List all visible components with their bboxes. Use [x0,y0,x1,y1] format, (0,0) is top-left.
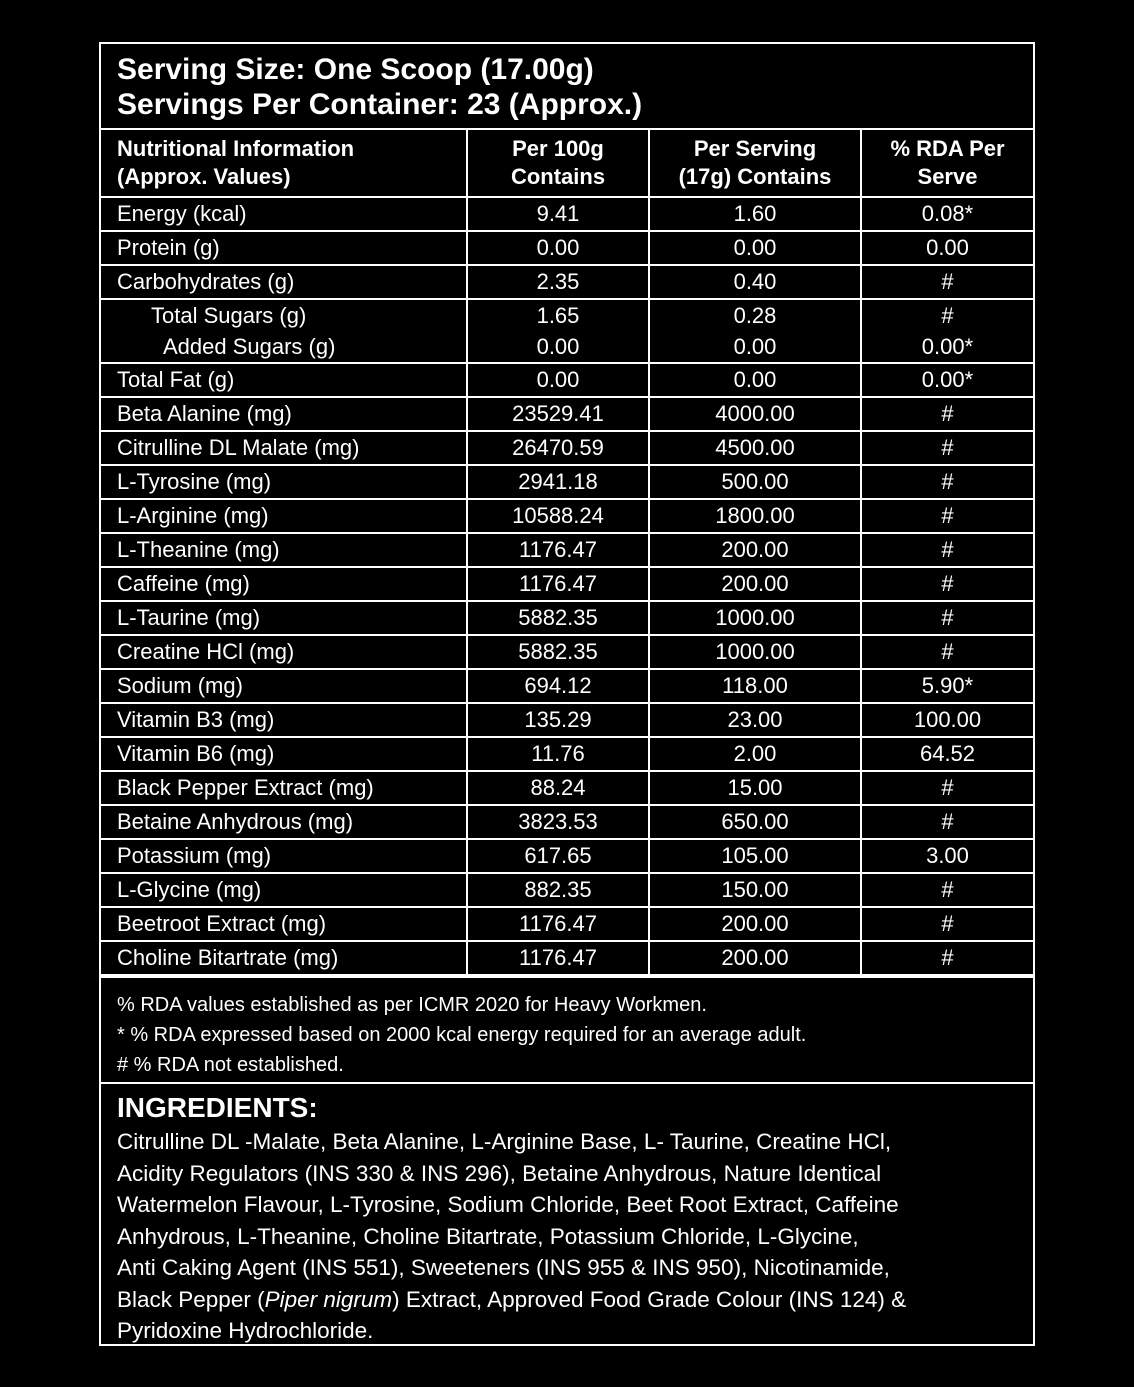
rda-value: # [861,635,1033,669]
nutrient-name: Potassium (mg) [101,839,467,873]
per-100g-value: 5882.35 [467,601,649,635]
ingredients-line: Pyridoxine Hydrochloride. [117,1318,374,1343]
note-line: # % RDA not established. [117,1054,344,1076]
per-serving-value: 15.00 [649,771,861,805]
ingredients-line: Anti Caking Agent (INS 551), Sweeteners (INS 955 & INS 950), Nicotinamide, [117,1255,890,1280]
rda-value: # [861,265,1033,299]
servings-per-container: Servings Per Container: 23 (Approx.) [117,88,643,121]
scientific-name: Piper nigrum [264,1286,393,1312]
nutrient-name: Carbohydrates (g) [101,265,467,299]
table-row [101,601,1033,635]
rda-value: 3.00 [861,839,1033,873]
nutrient-name: Beetroot Extract (mg) [101,907,467,941]
nutrient-name: Caffeine (mg) [101,567,467,601]
per-100g-value: 135.29 [467,703,649,737]
nutrient-name: Energy (kcal) [101,197,467,231]
nutrient-name: Beta Alanine (mg) [101,397,467,431]
rda-notes [101,976,1033,1082]
per-serving-value: 0.00 [649,363,861,397]
per-100g-value: 26470.59 [467,431,649,465]
nutrient-name: Total Fat (g) [101,363,467,397]
table-row [101,907,1033,941]
table-row [101,397,1033,431]
rda-value: # [861,499,1033,533]
header-nutritional-information: Nutritional Information (Approx. Values) [101,130,467,197]
nutrient-name: Total Sugars (g) [101,299,467,331]
nutrition-label-panel [99,42,1035,1346]
per-serving-value: 200.00 [649,533,861,567]
table-row [101,805,1033,839]
ingredients-text [117,1126,1017,1347]
per-100g-value: 11.76 [467,737,649,771]
per-100g-value: 2.35 [467,265,649,299]
table-row [101,331,1033,363]
nutrient-name: L-Taurine (mg) [101,601,467,635]
table-row [101,635,1033,669]
per-100g-value: 0.00 [467,331,649,363]
ingredients-title: INGREDIENTS: [117,1092,318,1123]
rda-value: # [861,805,1033,839]
rda-value: # [861,771,1033,805]
rda-value: 100.00 [861,703,1033,737]
ingredients-section [101,1082,1033,1347]
rda-value: 5.90* [861,669,1033,703]
nutrient-name: L-Tyrosine (mg) [101,465,467,499]
per-serving-value: 500.00 [649,465,861,499]
table-header-row [101,130,1033,197]
rda-value: # [861,941,1033,975]
table-row [101,873,1033,907]
rda-value: 0.00 [861,231,1033,265]
per-100g-value: 1176.47 [467,567,649,601]
nutrient-name: Black Pepper Extract (mg) [101,771,467,805]
per-100g-value: 5882.35 [467,635,649,669]
per-100g-value: 617.65 [467,839,649,873]
nutrient-name: L-Theanine (mg) [101,533,467,567]
per-serving-value: 200.00 [649,941,861,975]
rda-value: # [861,299,1033,331]
per-serving-value: 0.40 [649,265,861,299]
nutrient-name: Creatine HCl (mg) [101,635,467,669]
nutrition-table [101,130,1033,976]
per-serving-value: 0.28 [649,299,861,331]
per-serving-value: 1.60 [649,197,861,231]
ingredients-line: Acidity Regulators (INS 330 & INS 296), Betaine Anhydrous, Nature Identical [117,1160,882,1186]
nutrient-name: Sodium (mg) [101,669,467,703]
table-row [101,265,1033,299]
serving-size: Serving Size: One Scoop (17.00g) [117,53,594,86]
table-row [101,363,1033,397]
rda-value: 0.08* [861,197,1033,231]
per-100g-value: 3823.53 [467,805,649,839]
per-100g-value: 10588.24 [467,499,649,533]
ingredients-line: Watermelon Flavour, L-Tyrosine, Sodium Chloride, Beet Root Extract, Caffeine [117,1192,899,1217]
header-per-serving: Per Serving (17g) Contains [649,130,861,197]
per-serving-value: 0.00 [649,331,861,363]
nutrient-name: Protein (g) [101,231,467,265]
per-serving-value: 1800.00 [649,499,861,533]
nutrient-name: Vitamin B3 (mg) [101,703,467,737]
rda-value: 0.00* [861,363,1033,397]
per-100g-value: 1176.47 [467,907,649,941]
rda-value: 64.52 [861,737,1033,771]
rda-value: # [861,601,1033,635]
nutrient-name: Vitamin B6 (mg) [101,737,467,771]
rda-value: # [861,907,1033,941]
table-row [101,431,1033,465]
table-row [101,299,1033,331]
note-line: % RDA values established as per ICMR 2020 for Heavy Workmen. [117,994,707,1016]
per-100g-value: 0.00 [467,231,649,265]
table-row [101,231,1033,265]
table-row [101,737,1033,771]
per-100g-value: 1176.47 [467,941,649,975]
per-100g-value: 88.24 [467,771,649,805]
nutrition-table-body [101,197,1033,975]
table-row [101,197,1033,231]
rda-value: # [861,533,1033,567]
per-100g-value: 9.41 [467,197,649,231]
nutrient-name: L-Glycine (mg) [101,873,467,907]
table-row [101,567,1033,601]
per-100g-value: 1176.47 [467,533,649,567]
per-serving-value: 1000.00 [649,635,861,669]
header-rda: % RDA Per Serve [861,130,1033,197]
per-serving-value: 105.00 [649,839,861,873]
table-row [101,839,1033,873]
rda-value: # [861,431,1033,465]
nutrient-name: Added Sugars (g) [101,331,467,363]
rda-value: # [861,567,1033,601]
per-100g-value: 23529.41 [467,397,649,431]
per-100g-value: 1.65 [467,299,649,331]
per-100g-value: 882.35 [467,873,649,907]
nutrient-name: L-Arginine (mg) [101,499,467,533]
rda-value: # [861,873,1033,907]
nutrient-name: Choline Bitartrate (mg) [101,941,467,975]
per-100g-value: 694.12 [467,669,649,703]
per-serving-value: 4500.00 [649,431,861,465]
rda-value: # [861,397,1033,431]
per-serving-value: 200.00 [649,567,861,601]
per-serving-value: 200.00 [649,907,861,941]
table-row [101,533,1033,567]
table-row [101,669,1033,703]
table-row [101,771,1033,805]
ingredients-line: Citrulline DL -Malate, Beta Alanine, L-Arginine Base, L- Taurine, Creatine HCl, [117,1129,892,1154]
per-100g-value: 2941.18 [467,465,649,499]
table-row [101,465,1033,499]
per-serving-value: 0.00 [649,231,861,265]
per-serving-value: 4000.00 [649,397,861,431]
ingredients-line: Anhydrous, L-Theanine, Choline Bitartrate, Potassium Chloride, L-Glycine, [117,1223,859,1249]
note-line: * % RDA expressed based on 2000 kcal energy required for an average adult. [117,1024,807,1046]
per-serving-value: 23.00 [649,703,861,737]
nutrient-name: Betaine Anhydrous (mg) [101,805,467,839]
table-row [101,941,1033,975]
nutrient-name: Citrulline DL Malate (mg) [101,431,467,465]
serving-info [101,44,1033,130]
rda-value: 0.00* [861,331,1033,363]
table-row [101,703,1033,737]
table-row [101,499,1033,533]
per-serving-value: 150.00 [649,873,861,907]
header-per-100g: Per 100g Contains [467,130,649,197]
per-serving-value: 650.00 [649,805,861,839]
rda-value: # [861,465,1033,499]
per-serving-value: 118.00 [649,669,861,703]
per-serving-value: 1000.00 [649,601,861,635]
per-100g-value: 0.00 [467,363,649,397]
ingredients-line: Black Pepper (Piper nigrum) Extract, Approved Food Grade Colour (INS 124) & [117,1286,907,1312]
per-serving-value: 2.00 [649,737,861,771]
